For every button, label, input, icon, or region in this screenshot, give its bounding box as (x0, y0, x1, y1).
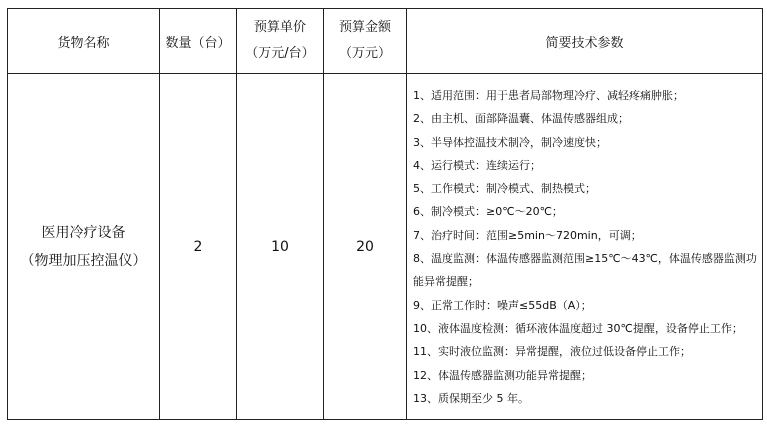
param-line: 6、制冷模式：≥0℃～20℃； (413, 205, 563, 219)
cell-budget-amount: 20 (324, 74, 407, 420)
cell-quantity: 2 (160, 74, 237, 420)
param-line: 1、适用范围：用于患者局部物理冷疗、减轻疼痛肿胀； (413, 89, 684, 102)
cell-unit-price: 10 (237, 74, 324, 420)
header-unit-price-line2: （万元/台） (245, 46, 315, 61)
procurement-spec-table (7, 8, 763, 420)
param-line: 3、半导体控温技术制冷，制冷速度快； (413, 135, 607, 149)
cell-tech-params (407, 74, 763, 420)
param-line: 13、质保期至少 5 年。 (413, 391, 529, 405)
table-row (8, 74, 763, 420)
table-header-row (8, 9, 763, 74)
param-line: 8、温度监测：体温传感器监测范围≥15℃～43℃，体温传感器监测功能异常提醒； (413, 252, 757, 289)
header-budget-amount-line2: （万元） (338, 46, 391, 61)
param-line: 4、运行模式：连续运行； (413, 158, 541, 172)
header-quantity: 数量（台） (160, 9, 237, 74)
header-budget-amount-line1: 预算金额 (338, 20, 391, 35)
param-line: 12、体温传感器监测功能异常提醒； (413, 368, 592, 382)
item-name-line2: （物理加压控温仪） (20, 252, 147, 269)
header-budget-amount (324, 9, 407, 74)
param-line: 10、液体温度检测：循环液体温度超过 30℃提醒，设备停止工作； (413, 321, 743, 335)
param-line: 11、实时液位监测：异常提醒，液位过低设备停止工作； (413, 345, 691, 359)
header-unit-price (237, 9, 324, 74)
header-item-name: 货物名称 (8, 9, 160, 74)
param-line: 9、正常工作时：噪声≤55dB（A）； (413, 298, 592, 312)
header-tech-params: 简要技术参数 (407, 9, 763, 74)
param-line: 2、由主机、面部降温囊、体温传感器组成； (413, 112, 629, 126)
item-name-line1: 医用冷疗设备 (41, 224, 126, 241)
param-line: 5、工作模式：制冷模式、制热模式； (413, 182, 596, 196)
header-unit-price-line1: 预算单价 (253, 20, 306, 35)
param-line: 7、治疗时间：范围≥5min～720min，可调； (413, 228, 642, 242)
cell-item-name (8, 74, 160, 420)
